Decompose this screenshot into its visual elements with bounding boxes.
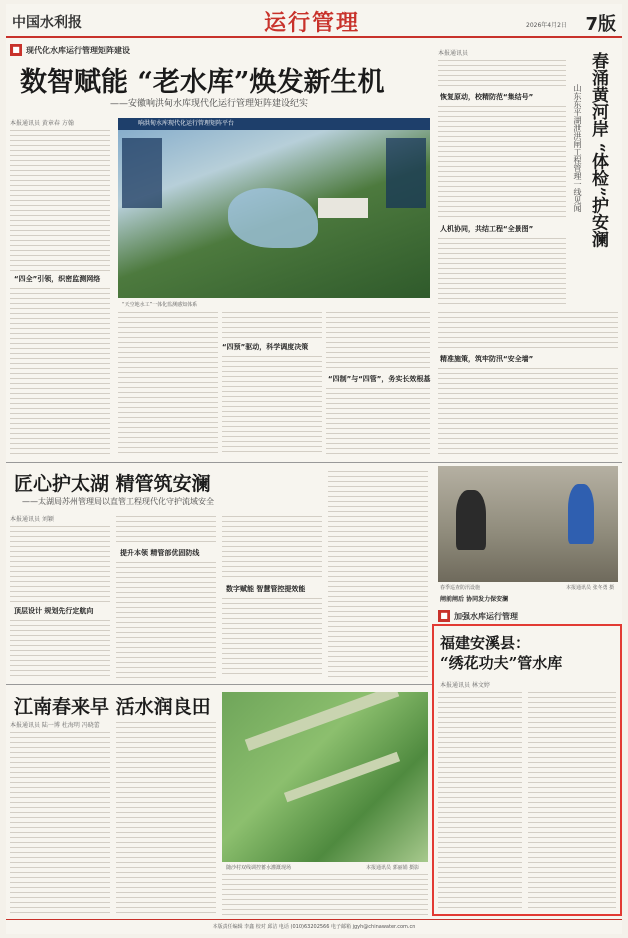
section-title: 运行管理 [264, 11, 361, 36]
story1-photo [118, 118, 430, 298]
story1-text-col3a [222, 310, 322, 340]
worker-figure-1 [456, 490, 486, 550]
story6-text-col2 [528, 690, 616, 912]
story3-subhead-3: 数字赋能 智慧管控提效能 [226, 585, 306, 593]
page-number: 7版 [585, 14, 616, 35]
story4-text-col3 [222, 872, 428, 916]
highlight-column-tag-icon: ■ [438, 610, 450, 622]
story5-photo-credit: 本报通讯员 张冬勇 摄 [566, 585, 615, 591]
story1-text-col3b [222, 354, 322, 456]
story5-text-c [438, 236, 566, 306]
story1-byline: 本报通讯员 黄章春 方翰 [10, 120, 74, 127]
story6-byline: 本报通讯员 林文婷 [440, 682, 490, 689]
newspaper-logo: 中国水利报 [12, 15, 82, 31]
canal-shape [245, 692, 399, 751]
story1-text-col4a [326, 310, 430, 372]
story6-title-line2: “绣花功夫”管水库 [440, 654, 563, 672]
story5-subhead-4: 闸前闸后 协同发力保安澜 [440, 596, 509, 603]
story3-subhead-1: 顶层设计 规划先行定航向 [14, 607, 94, 615]
story5-subhead-1: 恢复原动，校精防范“集结号” [440, 93, 534, 101]
story1-subtitle: ——安徽响洪甸水库现代化运行管理矩阵建设纪实 [110, 99, 309, 109]
highlight-column-tag [438, 610, 518, 622]
story1-text-col1 [10, 128, 110, 272]
story4-text-col2 [116, 720, 216, 916]
story5-text-a [438, 58, 566, 88]
story5-caption: 春季巡查防汛设施 [440, 585, 481, 591]
story3-text-col1b [10, 618, 110, 678]
story5-text-b [438, 104, 566, 220]
story5-text-d [438, 310, 618, 350]
column-tag-icon: ■ [10, 44, 22, 56]
page-footer: 本版责任编辑 李鑫 校对 邱洁 电话 (010)63202566 电子邮箱 jgyh@chinawater.com.cn [6, 919, 622, 934]
story3-text-col1a [10, 524, 110, 602]
masthead [6, 4, 622, 38]
story6-title-line1: 福建安溪县： [440, 634, 531, 652]
story3-subhead-2: 提升本领 精管部优固防线 [120, 549, 200, 557]
story1-caption: “天空地水工”一体化监测感知体系 [122, 302, 198, 308]
highlight-column-tag-label: 加强水库运行管理 [454, 611, 518, 621]
dashboard-panel-right [386, 138, 426, 208]
story3-text-col2a [116, 514, 216, 544]
story4-text-col1 [10, 730, 110, 916]
story1-subhead-2: “四预”驱动，科学调度决策 [222, 343, 309, 351]
column-tag [10, 44, 130, 56]
story2-title: 春涌黄河岸 “体检”护安澜 [588, 52, 608, 248]
story5-byline-top: 本报通讯员 [438, 50, 469, 57]
story5-subhead-2: 人机协同，共结工程“全景图” [440, 225, 534, 233]
story5-subhead-3: 精准施策，筑牢防汛“安全墙” [440, 355, 534, 363]
story2-subtitle: 山东东平湖泄洪闸工程管理一线见闻 [573, 84, 582, 212]
story1-text-col4b [326, 386, 430, 456]
worker-figure-2 [568, 484, 594, 544]
story4-title: 江南春来早 活水润良田 [14, 696, 211, 718]
column-tag-label: 现代化水库运行管理矩阵建设 [26, 45, 130, 55]
story4-caption: 随沙村双线调控蓄水灌溉现场 [226, 865, 292, 871]
story3-text-col3b [222, 596, 322, 678]
story1-title: 数智赋能 “老水库”焕发新生机 [20, 67, 385, 98]
dam-shape [318, 198, 368, 218]
story3-subtitle: ——太湖局苏州管理局以直管工程现代化守护流域安全 [22, 497, 214, 506]
issue-date: 2026年4月2日 [526, 22, 567, 29]
reservoir-water-shape [228, 188, 318, 248]
story3-byline: 本报通讯员 刘颖 [10, 516, 54, 523]
story3-text-col2b [116, 560, 216, 678]
newspaper-page [6, 4, 622, 934]
story4-photo-credit: 本报通讯员 郭丽娟 摄影 [366, 865, 420, 871]
dashboard-panel-left [122, 138, 162, 208]
story1-subhead-1: “四全”引领，织密监测网络 [14, 275, 101, 283]
story3-text-col4 [328, 469, 428, 679]
story1-photo-platform-label: 响洪甸水库现代化运行管理矩阵平台 [118, 118, 430, 130]
story1-text-col2 [118, 310, 218, 456]
section-divider-2 [6, 684, 432, 685]
story6-text-col1 [438, 690, 522, 912]
story1-subhead-3: “四制”与“四管”，务实长效根基 [328, 375, 431, 383]
story5-text-e [438, 366, 618, 456]
story4-byline: 本报通讯员 陆一博 杜海明 冯晓蕾 [10, 722, 100, 729]
section-divider-1 [6, 462, 622, 463]
story1-text-col1b [10, 286, 110, 456]
story4-photo [222, 692, 428, 862]
story5-photo [438, 466, 618, 582]
road-shape [284, 752, 400, 802]
story3-text-col3a [222, 514, 322, 580]
story3-title: 匠心护太湖 精管筑安澜 [14, 473, 211, 495]
